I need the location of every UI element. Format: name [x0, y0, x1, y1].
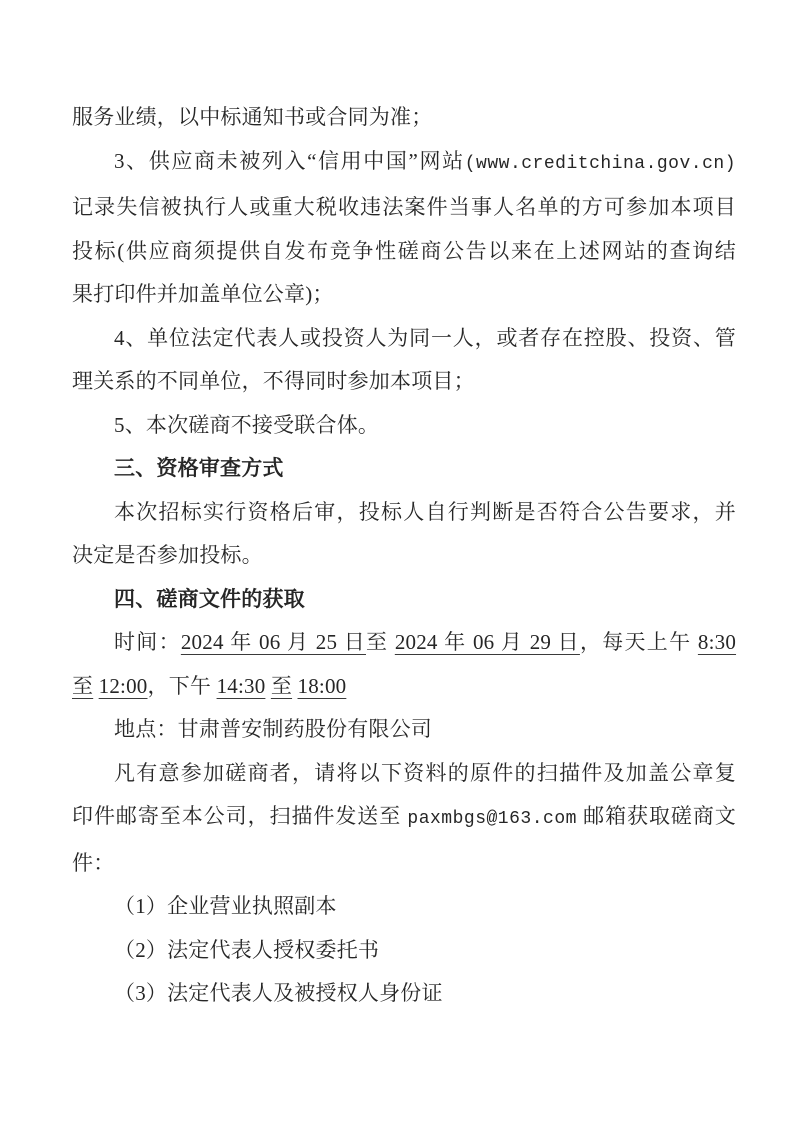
- time-to-connector-2: 至: [270, 673, 293, 698]
- time-to-connector-1: 至: [72, 673, 94, 698]
- mail-instruction-text-pre: 印件邮寄至本公司，扫描件发送至: [72, 804, 408, 828]
- clause-4-line-1: 4、单位法定代表人或投资人为同一人，或者存在控股、投资、管: [114, 325, 736, 350]
- clause-5-line: 5、本次磋商不接受联合体。: [114, 412, 380, 437]
- required-doc-item-3: （3）法定代表人及被授权人身份证: [114, 981, 443, 1005]
- section-4-heading: 四、磋商文件的获取: [114, 587, 305, 611]
- section-3-heading: 三、资格审查方式: [114, 457, 284, 480]
- mail-instruction-text-post: 邮箱获取磋商文: [576, 804, 736, 828]
- clause-3-line-3: 投标(供应商须提供自发布竞争性磋商公告以来在上述网站的查询结: [72, 238, 736, 263]
- required-doc-item-1: （1）企业营业执照副本: [114, 894, 337, 918]
- clause-3-line-4: 果打印件并加盖单位公章)；: [72, 282, 334, 306]
- date-connector: 至: [365, 630, 395, 654]
- qualification-review-line-2: 决定是否参加投标。: [72, 543, 263, 567]
- date-to: 2024 年 06 月 29 日: [394, 630, 580, 654]
- mail-instruction-line-3: 件：: [72, 850, 115, 875]
- clause-3-text: 3、供应商未被列入“信用中国”网站: [114, 148, 465, 173]
- location-line: 地点：甘肃普安制药股份有限公司: [114, 717, 432, 741]
- mail-instruction-line-2: [72, 795, 736, 842]
- time-middle-text: ，每天上午: [579, 630, 698, 654]
- credit-china-url: (www.creditchina.gov.cn): [464, 153, 736, 174]
- doc-time-line-2: [72, 665, 736, 709]
- date-from: 2024 年 06 月 25 日: [180, 630, 366, 654]
- morning-end-time: 12:00: [98, 673, 148, 698]
- time-label: 时间：: [114, 630, 181, 654]
- mail-instruction-line-1: 凡有意参加磋商者，请将以下资料的原件的扫描件及加盖公章复: [114, 760, 736, 785]
- document-content: [72, 96, 736, 1016]
- qualification-review-line-1: 本次招标实行资格后审，投标人自行判断是否符合公告要求，并: [114, 499, 736, 524]
- afternoon-label: ，下午: [147, 673, 217, 698]
- contact-email: paxmbgs@163.com: [407, 809, 577, 829]
- clause-4-line-2: 理关系的不同单位，不得同时参加本项目；: [72, 369, 475, 393]
- afternoon-start-time: 14:30: [216, 673, 266, 698]
- afternoon-end-time: 18:00: [297, 673, 347, 698]
- required-doc-item-2: （2）法定代表人授权委托书: [114, 937, 380, 962]
- morning-start-time: 8:30: [697, 630, 737, 654]
- clause-3-line-2: 记录失信被执行人或重大税收违法案件当事人名单的方可参加本项目: [72, 195, 736, 219]
- doc-time-line-1: [72, 621, 736, 665]
- clause-continuation-line: 服务业绩，以中标通知书或合同为准；: [72, 105, 433, 129]
- clause-3-line-1: [72, 140, 736, 187]
